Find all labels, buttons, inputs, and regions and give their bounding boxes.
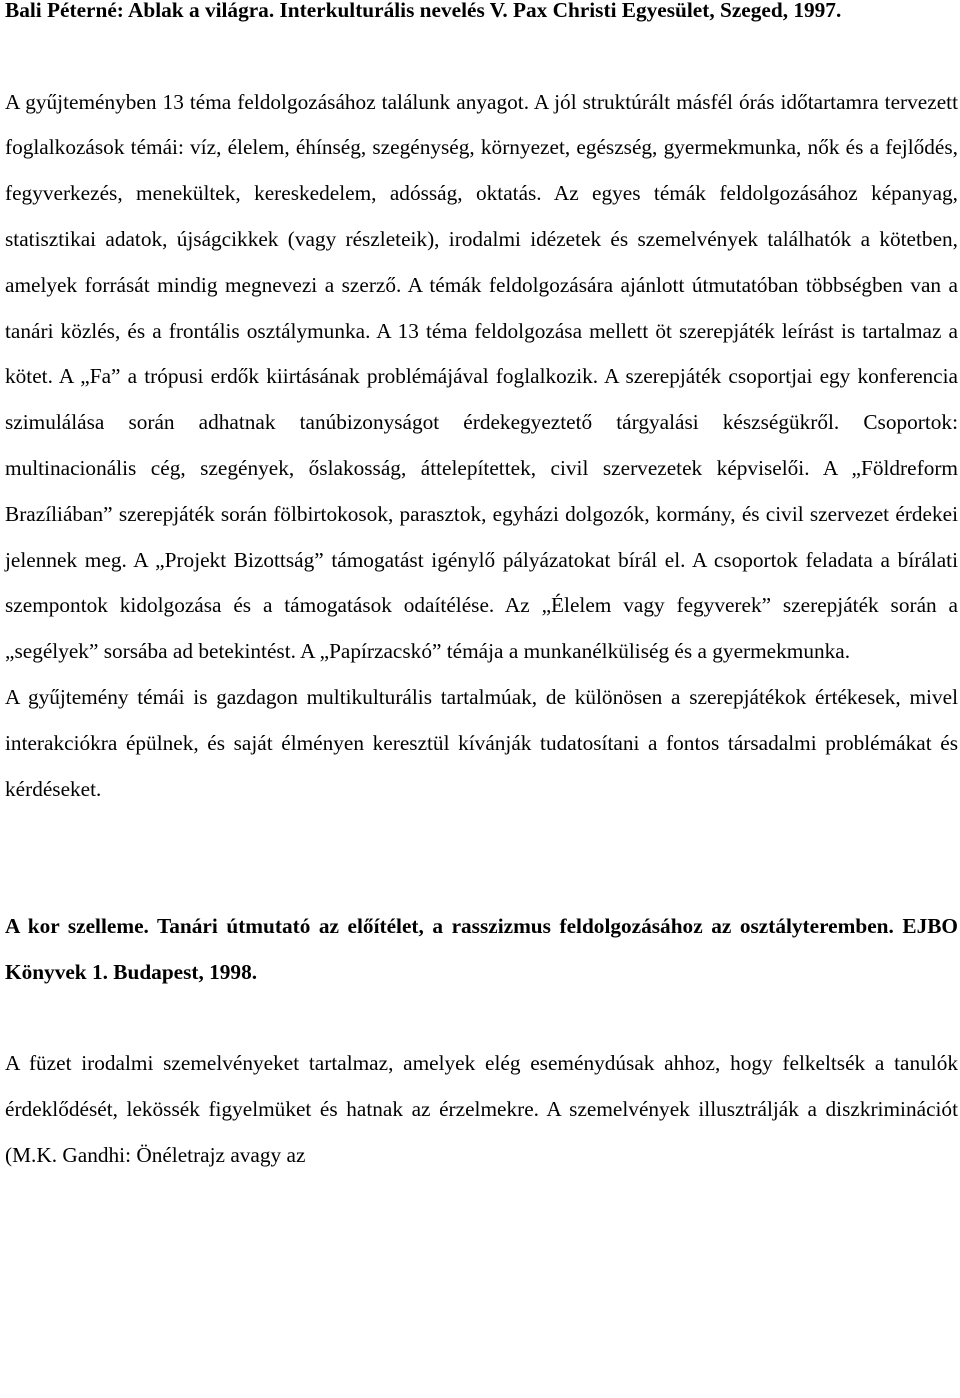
blank-line xyxy=(5,996,958,1042)
blank-line xyxy=(5,34,958,80)
entry-heading: A kor szelleme. Tanári útmutató az előítélet, a rasszizmus feldolgozásához az osztályteremben. EJBO Könyvek 1. Budapest, 1998. xyxy=(5,913,958,984)
document-page xyxy=(5,0,958,1179)
blank-line xyxy=(5,812,958,904)
entry-heading: Bali Péterné: Ablak a világra. Interkulturális nevelés V. Pax Christi Egyesület, Szeged, 1997. xyxy=(5,0,842,22)
entry-paragraph: A gyűjteményben 13 téma feldolgozásához találunk anyagot. A jól struktúrált másfél órás időtartamra tervezett foglalkozások témái: víz, élelem, éhínség, szegénység, környezet, egészség, gyermekmunka, nők és a fejlődés, fegyverkezés, menekültek, kereskedelem, adósság, oktatás. Az egyes témák feldolgozásához képanyag, statisztikai adatok, újságcikkek (vagy részleteik), irodalmi idézetek és szemelvények találhatók a kötetben, amelyek forrását mindig megnevezi a szerző. A témák feldolgozására ajánlott útmutatóban többségben van a tanári közlés, és a frontális osztálymunka. A 13 téma feldolgozása mellett öt szerepjáték leírást is tartalmaz a kötet. A „Fa” a trópusi erdők kiirtásának problémájával foglalkozik. A szerepjáték csoportjai egy konferencia szimulálása során adhatnak tanúbizonyságot érdekegyeztető tárgyalási készségükről. Csoportok: multinacionális cég, szegények, őslakosság, áttelepítettek, civil szervezetek képviselői. A „Földreform Brazíliában” szerepjáték során fölbirtokosok, parasztok, egyházi dolgozók, kormány, és civil szervezet érdekei jelennek meg. A „Projekt Bizottság” támogatást igénylő pályázatokat bírál el. A csoportok feladata a bírálati szempontok kidolgozása és a támogatások odaítélése. Az „Élelem vagy fegyverek” szerepjáték során a „segélyek” sorsába ad betekintést. A „Papírzacskó” témája a munkanélküliség és a gyermekmunka. xyxy=(5,89,958,664)
entry-paragraph: A füzet irodalmi szemelvényeket tartalmaz, amelyek elég eseménydúsak ahhoz, hogy felkeltsék a tanulók érdeklődését, lekössék figyelmüket és hatnak az érzelmekre. A szemelvények illusztrálják a diszkriminációt (M.K. Gandhi: Önéletrajz avagy az xyxy=(5,1051,958,1167)
entry-paragraph: A gyűjtemény témái is gazdagon multikulturális tartalmúak, de különösen a szerepjátékok értékesek, mivel interakciókra épülnek, és saját élményen keresztül kívánják tudatosítani a fontos társadalmi problémákat és kérdéseket. xyxy=(5,684,958,801)
